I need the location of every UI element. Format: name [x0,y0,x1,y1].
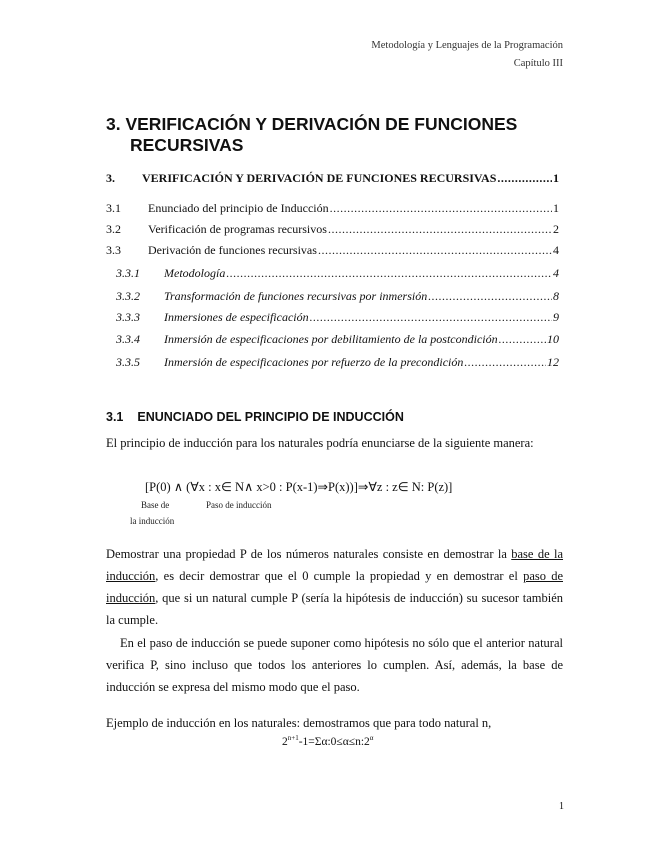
toc-page: 1 [553,171,559,185]
toc-title: VERIFICACIÓN Y DERIVACIÓN DE FUNCIONES RECURSIVAS [142,171,497,185]
toc-entry[interactable] [106,332,559,348]
running-header-title: Metodología y Lenguajes de la Programación [371,40,563,51]
toc-title: Derivación de funciones recursivas [148,243,317,257]
text-run: Demostrar una propiedad P de los números naturales consiste en demostrar la [106,547,512,561]
paragraph-hypothesis: En el paso de inducción se puede suponer como hipótesis no sólo que el anterior natural verifica P, sino incluso que todos los anteriores lo cumplen. Así, además, la base de inducción se expresa del mismo modo que el paso. [106,636,563,694]
toc-number: 3.2 [106,222,121,236]
text-run: , es decir demostrar que el 0 cumple la propiedad y en demostrar el [155,569,524,583]
toc-number: 3.1 [106,201,121,215]
toc-page: 12 [547,355,559,369]
toc-entry[interactable] [106,289,559,305]
formula-base: 2 [282,735,288,748]
toc-page: 10 [547,332,559,346]
toc-title: Inmersiones de especificación [164,310,309,324]
toc-page: 9 [553,310,559,324]
toc-entry[interactable] [106,266,559,282]
toc-title: Inmersión de especificaciones por refuerzo de la precondición [164,355,464,369]
paragraph-definition [106,543,563,631]
running-header-chapter: Capítulo III [513,58,563,69]
example-paragraph: Ejemplo de inducción en los naturales: demostramos que para todo natural n, [106,716,492,730]
formula-label-base-line2: la inducción [130,516,175,526]
toc-page: 2 [553,222,559,236]
toc-page: 4 [553,243,559,257]
toc-number: 3. [106,171,115,185]
section-number: 3.1 [106,410,124,424]
toc-number: 3.3.5 [116,355,140,369]
formula-label-step: Paso de inducción [206,500,272,510]
section-title: ENUNCIADO DEL PRINCIPIO DE INDUCCIÓN [137,410,404,424]
toc-number: 3.3.3 [116,310,140,324]
toc-title: Enunciado del principio de Inducción [148,201,329,215]
link-paso-induccion: paso de inducción [106,569,563,605]
toc-entry[interactable] [106,171,559,187]
toc-number: 3.3.2 [116,289,140,303]
intro-paragraph: El principio de inducción para los naturales podría enunciarse de la siguiente manera: [106,436,534,450]
toc-title: Verificación de programas recursivos [148,222,327,236]
toc-number: 3.3.4 [116,332,140,346]
formula-rest: -1=Σα:0≤α≤n:2 [298,735,370,748]
page-number: 1 [559,801,564,812]
toc-page: 1 [553,201,559,215]
toc-number: 3.3.1 [116,266,140,280]
example-formula [282,734,373,748]
formula-exponent: n+1 [287,734,299,742]
toc-entry[interactable] [106,310,559,326]
toc-entry[interactable] [106,201,559,217]
toc-title: Metodología [164,266,226,280]
toc-number: 3.3 [106,243,121,257]
formula-exponent: α [369,734,374,742]
toc-entry[interactable] [106,222,559,238]
chapter-title-line2: RECURSIVAS [130,135,244,155]
toc-page: 8 [553,289,559,303]
toc-title: Inmersión de especificaciones por debilitamiento de la postcondición [164,332,498,346]
text-run: , que si un natural cumple P (sería la hipótesis de inducción) su sucesor también la cumple. [106,591,563,627]
toc-page: 4 [553,266,559,280]
link-base-induccion: base de la inducción [106,547,564,583]
formula-label-base-line1: Base de [141,500,170,510]
toc-title: Transformación de funciones recursivas por inmersión [164,289,428,303]
chapter-title-line1: 3. VERIFICACIÓN Y DERIVACIÓN DE FUNCIONES [106,114,518,134]
toc-entry[interactable] [106,243,559,259]
induction-formula: [P(0) ∧ (∀x : x∈ N∧ x>0 : P(x-1)⇒P(x))]⇒∀z : z∈ N: P(z)] [145,480,453,494]
toc-entry[interactable] [106,355,559,371]
section-heading [106,410,404,424]
